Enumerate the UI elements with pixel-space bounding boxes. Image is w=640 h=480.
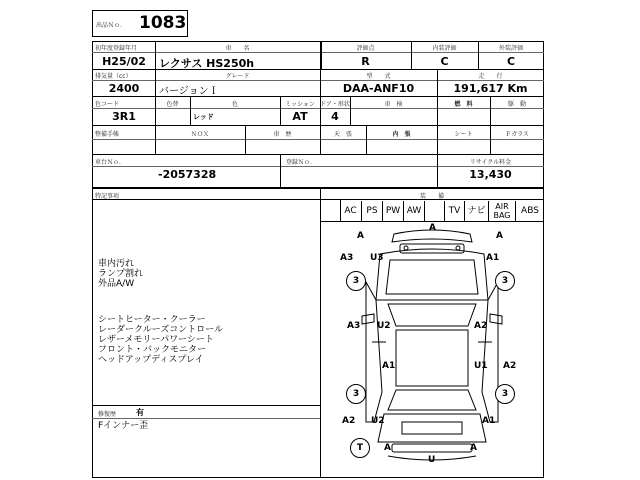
mark-front-left: A xyxy=(357,231,364,241)
note-line: シートヒーター・クーラー xyxy=(98,315,206,325)
grade: バージョンＩ xyxy=(159,86,219,97)
equip-blank xyxy=(425,201,445,221)
registration-number-label: 登録Ｎｏ． xyxy=(286,159,317,166)
score-label: 評価点 xyxy=(356,45,375,52)
equip-navi: ナビ xyxy=(465,201,489,221)
mileage-label: 走 行 xyxy=(478,73,503,80)
special-notes-label: 特記事項 xyxy=(95,193,120,200)
inner-trim-label: 内 張 xyxy=(392,131,411,138)
recycle-fee-label: リサイクル料金 xyxy=(469,159,512,166)
maintenance-book-label: 整備手帳 xyxy=(95,131,120,138)
equip-abs: ABS xyxy=(521,206,539,216)
mission-label: ミッション xyxy=(285,101,315,108)
color-change-label: 色替 xyxy=(166,101,179,108)
mark-rear-left-u2: U2 xyxy=(371,416,385,426)
equip-pw: PW xyxy=(383,201,404,221)
color: レッド xyxy=(193,113,214,121)
mark-front-right-fender: A1 xyxy=(486,253,500,263)
mark-rear-bumper-right: A xyxy=(470,443,477,453)
wheel-front-right: 3 xyxy=(495,271,515,291)
lot-number-label: 出品Ｎｏ． xyxy=(96,22,127,29)
mark-rear-bumper-u: U xyxy=(428,455,436,465)
grade-label: グレード xyxy=(225,73,250,80)
doors-label: ドア・形状 xyxy=(320,101,350,108)
wheel-front-left: 3 xyxy=(346,271,366,291)
recycle-fee: 13,430 xyxy=(469,168,512,181)
mark-right-rear-a2: A2 xyxy=(503,361,517,371)
seat-label: シート xyxy=(454,131,473,138)
score: R xyxy=(361,55,370,68)
color-label: 色 xyxy=(231,101,238,108)
model-code-label: 型 式 xyxy=(366,73,391,80)
inspection-label: 車 検 xyxy=(384,101,403,108)
interior-grade: C xyxy=(440,55,449,68)
mark-front-bumper: A xyxy=(429,223,436,233)
mission: AT xyxy=(292,110,308,123)
wheel-rear-left: 3 xyxy=(346,384,366,404)
color-code-label: 色コード xyxy=(95,101,120,108)
mark-left-door-a3: A3 xyxy=(347,321,361,331)
mark-right-rear-u1: U1 xyxy=(474,361,488,371)
car-name: レクサス HS250h xyxy=(159,57,255,70)
fuel-label: 燃 料 xyxy=(454,101,473,108)
mark-front-left-u3: U3 xyxy=(370,253,384,263)
mark-left-rear-door-a1: A1 xyxy=(382,361,396,371)
equip-tv: TV xyxy=(445,201,465,221)
mileage: 191,617 Km xyxy=(453,82,528,95)
equip-ps: PS xyxy=(362,201,383,221)
mark-front-right: A xyxy=(496,231,503,241)
interior-grade-label: 内装評価 xyxy=(432,45,457,52)
mark-rear-bumper-left: A xyxy=(384,443,391,453)
mark-right-door-a2: A2 xyxy=(474,321,488,331)
lot-number-box xyxy=(92,10,188,37)
repair-detail: Fインナー歪 xyxy=(98,421,149,431)
nox-label: ＮＯＸ xyxy=(190,131,209,138)
note-line: レザーメモリーパワーシート xyxy=(98,335,214,345)
note-line: レーダークルーズコントロール xyxy=(98,325,224,335)
car-name-label: 車 名 xyxy=(225,45,250,52)
first-registration-label: 初年度登録年月 xyxy=(95,45,138,52)
color-code: 3R1 xyxy=(112,110,136,123)
equip-airbag: AIR BAG xyxy=(489,201,516,221)
trunk-circle: T xyxy=(350,438,370,458)
note-line: ヘッドアップディスプレイ xyxy=(98,355,204,365)
note-line: ランプ割れ xyxy=(98,269,144,279)
note-line: フロント・バックモニター xyxy=(98,345,207,355)
exterior-grade-label: 外装評価 xyxy=(498,45,523,52)
displacement: 2400 xyxy=(108,82,140,95)
chassis-number-label: 車台Ｎｏ． xyxy=(95,159,126,166)
doors: 4 xyxy=(331,110,339,123)
lot-number: 1083 xyxy=(139,13,187,33)
displacement-label: 排気量（cc） xyxy=(95,73,132,80)
roof-liner-label: 天 張 xyxy=(333,131,352,138)
chassis-number: -2057328 xyxy=(158,168,217,181)
drive-label: 駆 動 xyxy=(507,101,526,108)
exterior-grade: C xyxy=(506,55,516,68)
front-glass-label: Ｆガラス xyxy=(505,131,529,138)
note-line: 車内汚れ xyxy=(98,259,135,269)
mark-rear-left-a2: A2 xyxy=(342,416,356,426)
mark-rear-right-a1: A1 xyxy=(482,416,496,426)
first-registration: H25/02 xyxy=(102,55,146,68)
repair-history-value: 有 xyxy=(136,408,144,417)
equipment-label: 装 備 xyxy=(419,193,444,200)
mark-front-left-fender: A3 xyxy=(340,253,354,263)
note-line: 外品A/W xyxy=(98,279,135,289)
model-code: DAA-ANF10 xyxy=(342,82,415,95)
wheel-rear-right: 3 xyxy=(495,384,515,404)
equip-ac: AC xyxy=(340,201,362,221)
vehicle-history-label: 車 歴 xyxy=(273,131,292,138)
repair-history-label: 修復歴 xyxy=(98,411,117,418)
equip-aw: AW xyxy=(404,201,425,221)
mark-left-door-u2: U2 xyxy=(377,321,391,331)
